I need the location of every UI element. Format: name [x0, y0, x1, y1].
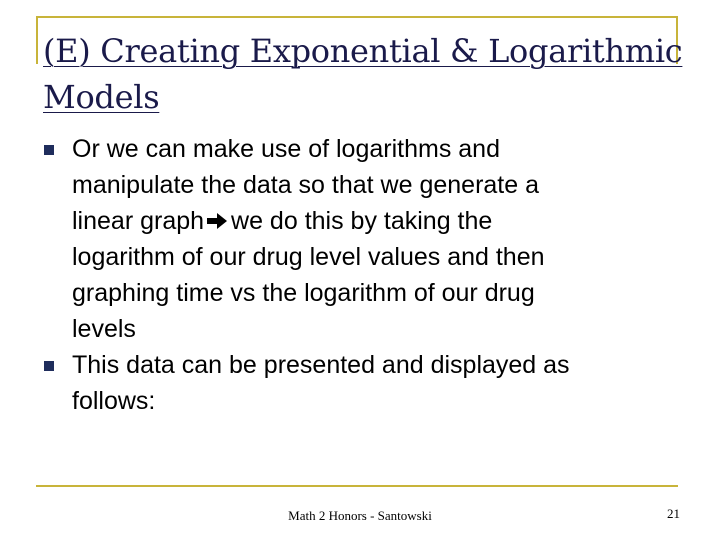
- bullet-1-line-3-after: we do this by taking the: [231, 207, 493, 235]
- bullet-1-line-5: graphing time vs the logarithm of our drug: [72, 279, 535, 307]
- footer-author: Math 2 Honors - Santowski: [288, 508, 432, 523]
- bullet-1-line-3: [72, 203, 680, 239]
- bullet-item-2: [40, 347, 680, 419]
- left-rule: [36, 16, 38, 64]
- bullet-2-line-1: This data can be presented and displayed as: [72, 351, 570, 379]
- slide-title: [43, 28, 683, 120]
- bullet-item-1: [40, 131, 680, 347]
- bottom-rule: [36, 485, 678, 487]
- bullet-1-line-4: logarithm of our drug level values and then: [72, 243, 545, 271]
- top-rule: [36, 16, 678, 18]
- title-line-2: Models: [43, 78, 160, 116]
- title-line-1: (E) Creating Exponential & Logarithmic: [43, 32, 683, 70]
- right-arrow-icon: [206, 212, 228, 230]
- bullet-list: [40, 131, 680, 419]
- bullet-1-line-3-before: linear graph: [72, 207, 205, 235]
- page-number: 21: [667, 506, 680, 521]
- bullet-1-line-1: Or we can make use of logarithms and: [72, 135, 500, 163]
- square-bullet-icon: [44, 145, 54, 155]
- bullet-2-line-2: follows:: [72, 387, 156, 415]
- square-bullet-icon: [44, 361, 54, 371]
- bullet-1-line-6: levels: [72, 315, 136, 343]
- bullet-text-2: [72, 347, 680, 419]
- bullet-text-1: [72, 131, 680, 347]
- bullet-1-line-2: manipulate the data so that we generate a: [72, 171, 539, 199]
